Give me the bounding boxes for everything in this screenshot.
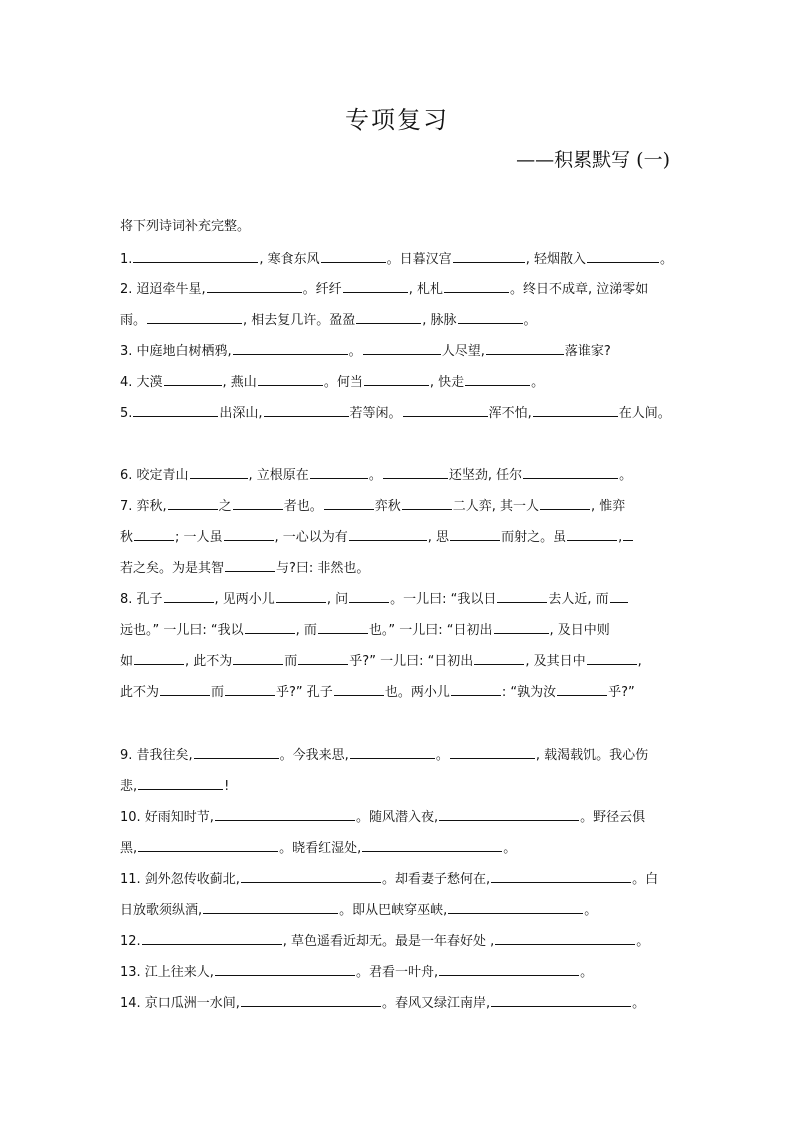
answer-blank[interactable]	[194, 746, 279, 759]
line-text: 与?曰: 非然也。	[276, 561, 370, 576]
answer-blank[interactable]	[190, 466, 248, 479]
question-line	[120, 621, 690, 640]
answer-blank[interactable]	[207, 280, 302, 293]
answer-blank[interactable]	[318, 621, 368, 634]
line-text: !	[224, 779, 230, 794]
question-line	[120, 466, 690, 485]
line-text: 。	[619, 468, 633, 483]
line-text: 如	[120, 654, 134, 669]
line-text: , 燕山	[222, 375, 257, 390]
question-line	[120, 963, 690, 982]
line-text: 。	[368, 468, 382, 483]
question-line	[120, 808, 690, 827]
answer-blank[interactable]	[138, 777, 223, 790]
line-text: , 而	[295, 623, 317, 638]
answer-blank[interactable]	[439, 963, 579, 976]
line-text: 。	[584, 903, 598, 918]
answer-blank[interactable]	[458, 311, 523, 324]
line-text: 。	[636, 934, 650, 949]
answer-blank[interactable]	[349, 590, 389, 603]
line-text: 。一儿曰: “我以日	[390, 592, 497, 607]
answer-blank[interactable]	[203, 901, 338, 914]
line-text: 。野径云俱	[580, 810, 646, 825]
line-text: 6. 咬定青山	[120, 468, 189, 483]
line-text: , 及日中则	[549, 623, 610, 638]
answer-blank[interactable]	[533, 404, 618, 417]
line-text: 。	[580, 965, 594, 980]
answer-blank[interactable]	[164, 373, 222, 386]
line-text: 远也。” 一儿曰: “我以	[120, 623, 244, 638]
answer-blank[interactable]	[444, 280, 509, 293]
answer-blank[interactable]	[233, 497, 283, 510]
answer-blank[interactable]	[450, 746, 535, 759]
answer-blank[interactable]	[241, 994, 381, 1007]
line-text: 3. 中庭地白树栖鸦,	[120, 344, 232, 359]
answer-blank[interactable]	[133, 404, 218, 417]
question-line	[120, 342, 690, 361]
question-line	[120, 746, 690, 765]
line-text: , 见两小儿	[214, 592, 275, 607]
line-text: 若等闲。	[349, 406, 402, 421]
question-line	[120, 870, 690, 889]
answer-blank[interactable]	[241, 870, 381, 883]
line-text: , 轻烟散入	[525, 252, 586, 267]
line-text: 。春风又绿江南岸,	[381, 996, 491, 1011]
answer-blank[interactable]	[453, 250, 525, 263]
line-text: 2. 迢迢牵牛星,	[120, 282, 206, 297]
answer-blank[interactable]	[364, 373, 429, 386]
instruction-text: 将下列诗词补充完整。	[120, 219, 251, 234]
line-text: , 一心以为有	[274, 530, 348, 545]
line-text: 浑不怕,	[488, 406, 532, 421]
line-text: : “孰为汝	[501, 685, 557, 700]
line-text: 此不为	[120, 685, 160, 700]
question-line	[120, 559, 690, 578]
line-text: 雨。	[120, 313, 147, 328]
answer-blank[interactable]	[233, 342, 348, 355]
answer-blank[interactable]	[363, 342, 441, 355]
line-text: 去人近, 而	[548, 592, 609, 607]
line-text: 也。” 一儿曰: “日初出	[368, 623, 493, 638]
line-text: 。即从巴峡穿巫峡,	[339, 903, 448, 918]
line-text: 。日暮汉宫	[386, 252, 452, 267]
answer-blank[interactable]	[623, 528, 633, 541]
line-text: 人尽望,	[441, 344, 485, 359]
line-text: 14. 京口瓜洲一水间,	[120, 996, 240, 1011]
answer-blank[interactable]	[465, 373, 530, 386]
question-line	[120, 373, 690, 392]
answer-blank[interactable]	[258, 373, 323, 386]
line-text: 二人弈, 其一人	[452, 499, 539, 514]
line-text: 10. 好雨知时节,	[120, 810, 214, 825]
line-text: 。终日不成章, 泣涕零如	[509, 282, 649, 297]
answer-blank[interactable]	[225, 683, 275, 696]
line-text: 8. 孔子	[120, 592, 163, 607]
line-text: 黑,	[120, 841, 138, 856]
line-text: 。	[348, 344, 362, 359]
line-text: 。纤纤	[302, 282, 342, 297]
line-text: , 草色遥看近却无。最是一年春好处 ,	[282, 934, 495, 949]
question-line	[120, 311, 690, 330]
line-text: , 此不为	[185, 654, 233, 669]
line-text: , 立根原在	[248, 468, 309, 483]
answer-blank[interactable]	[321, 250, 386, 263]
line-text: 4. 大漠	[120, 375, 163, 390]
answer-blank[interactable]	[491, 994, 631, 1007]
line-text: 也。两小儿	[384, 685, 450, 700]
answer-blank[interactable]	[245, 621, 295, 634]
answer-blank[interactable]	[134, 528, 174, 541]
line-text: 。	[523, 313, 537, 328]
line-text: 13. 江上往来人,	[120, 965, 214, 980]
answer-blank[interactable]	[164, 590, 214, 603]
answer-blank[interactable]	[215, 808, 355, 821]
answer-blank[interactable]	[403, 404, 488, 417]
answer-blank[interactable]	[264, 404, 349, 417]
answer-blank[interactable]	[497, 590, 547, 603]
line-text: 12.	[120, 934, 141, 949]
line-text: , 思	[427, 530, 450, 545]
line-text: 。君看一叶舟,	[355, 965, 439, 980]
answer-blank[interactable]	[160, 683, 210, 696]
answer-blank[interactable]	[310, 466, 368, 479]
line-text: 而射之。虽	[501, 530, 567, 545]
answer-blank[interactable]	[324, 497, 374, 510]
question-line	[120, 497, 690, 516]
line-text: 还坚劲, 任尔	[448, 468, 523, 483]
line-text: , 札札	[408, 282, 443, 297]
question-line	[120, 994, 690, 1013]
answer-blank[interactable]	[557, 683, 607, 696]
line-text: 之	[218, 499, 232, 514]
line-text: 。随风潜入夜,	[355, 810, 439, 825]
answer-blank[interactable]	[567, 528, 617, 541]
line-text: , 问	[326, 592, 349, 607]
line-text: 。晓看红湿处,	[279, 841, 362, 856]
question-line	[120, 280, 690, 299]
answer-blank[interactable]	[334, 683, 384, 696]
answer-blank[interactable]	[134, 652, 184, 665]
line-text: 乎?” 一儿曰: “日初出	[349, 654, 474, 669]
answer-blank[interactable]	[362, 839, 502, 852]
question-line	[120, 777, 690, 796]
answer-blank[interactable]	[350, 746, 435, 759]
line-text: 。却看妻子愁何在,	[381, 872, 491, 887]
line-text: 而	[284, 654, 298, 669]
line-text: , 及其日中	[525, 654, 586, 669]
answer-blank[interactable]	[276, 590, 326, 603]
answer-blank[interactable]	[349, 528, 427, 541]
question-line	[120, 901, 690, 920]
line-text: ,	[618, 530, 623, 545]
line-text: 乎?” 孔子	[276, 685, 333, 700]
answer-blank[interactable]	[486, 342, 564, 355]
answer-blank[interactable]	[233, 652, 283, 665]
answer-blank[interactable]	[224, 528, 274, 541]
answer-blank[interactable]	[610, 590, 628, 603]
answer-blank[interactable]	[451, 683, 501, 696]
line-text: 。	[659, 252, 673, 267]
question-line	[120, 932, 690, 951]
line-text: 日放歌须纵酒,	[120, 903, 203, 918]
line-text: ; 一人虽	[175, 530, 223, 545]
line-text: 7. 弈秋,	[120, 499, 167, 514]
question-line	[120, 404, 690, 423]
line-text: , 惟弈	[590, 499, 626, 514]
answer-blank[interactable]	[383, 466, 448, 479]
answer-blank[interactable]	[474, 652, 524, 665]
question-line	[120, 528, 690, 547]
question-line	[120, 652, 690, 671]
line-text: 1.	[120, 252, 133, 267]
line-text: 者也。	[283, 499, 323, 514]
answer-blank[interactable]	[298, 652, 348, 665]
line-text: 。白	[632, 872, 659, 887]
line-text: 11. 剑外忽传收蓟北,	[120, 872, 240, 887]
line-text: 悲,	[120, 779, 138, 794]
line-text: 5.	[120, 406, 133, 421]
line-text: 在人间。	[618, 406, 671, 421]
line-text: , 相去复几许。盈盈	[243, 313, 356, 328]
page-title: 专项复习	[345, 106, 449, 134]
line-text: 9. 昔我往矣,	[120, 748, 193, 763]
line-text: 出深山,	[219, 406, 263, 421]
question-line	[120, 590, 690, 609]
answer-blank[interactable]	[587, 250, 659, 263]
answer-blank[interactable]	[142, 932, 282, 945]
line-text: 弈秋	[374, 499, 401, 514]
line-text: 。何当	[323, 375, 363, 390]
answer-blank[interactable]	[133, 250, 258, 263]
line-text: 。	[435, 748, 449, 763]
answer-blank[interactable]	[523, 466, 618, 479]
answer-blank[interactable]	[168, 497, 218, 510]
line-text: 落谁家?	[564, 344, 611, 359]
line-text: 。	[531, 375, 545, 390]
line-text: 若之矣。为是其智	[120, 561, 225, 576]
line-text: 而	[211, 685, 225, 700]
answer-blank[interactable]	[138, 839, 278, 852]
question-line	[120, 683, 690, 702]
answer-blank[interactable]	[356, 311, 421, 324]
answer-blank[interactable]	[343, 280, 408, 293]
line-text: , 脉脉	[422, 313, 457, 328]
answer-blank[interactable]	[402, 497, 452, 510]
answer-blank[interactable]	[494, 621, 549, 634]
answer-blank[interactable]	[450, 528, 500, 541]
answer-blank[interactable]	[439, 808, 579, 821]
answer-blank[interactable]	[147, 311, 242, 324]
answer-blank[interactable]	[491, 870, 631, 883]
question-line	[120, 839, 690, 858]
line-text: 。	[503, 841, 517, 856]
answer-blank[interactable]	[448, 901, 583, 914]
page-subtitle: ——积累默写 (一)	[516, 149, 670, 171]
line-text: 。	[632, 996, 646, 1011]
answer-blank[interactable]	[540, 497, 590, 510]
line-text: 。今我来思,	[279, 748, 349, 763]
line-text: ,	[637, 654, 642, 669]
line-text: , 寒食东风	[259, 252, 320, 267]
line-text: 乎?”	[608, 685, 635, 700]
answer-blank[interactable]	[587, 652, 637, 665]
line-text: , 快走	[429, 375, 465, 390]
answer-blank[interactable]	[495, 932, 635, 945]
question-line	[120, 250, 690, 269]
answer-blank[interactable]	[225, 559, 275, 572]
answer-blank[interactable]	[215, 963, 355, 976]
line-text: 秋	[120, 530, 134, 545]
line-text: , 载渴载饥。我心伤	[535, 748, 649, 763]
